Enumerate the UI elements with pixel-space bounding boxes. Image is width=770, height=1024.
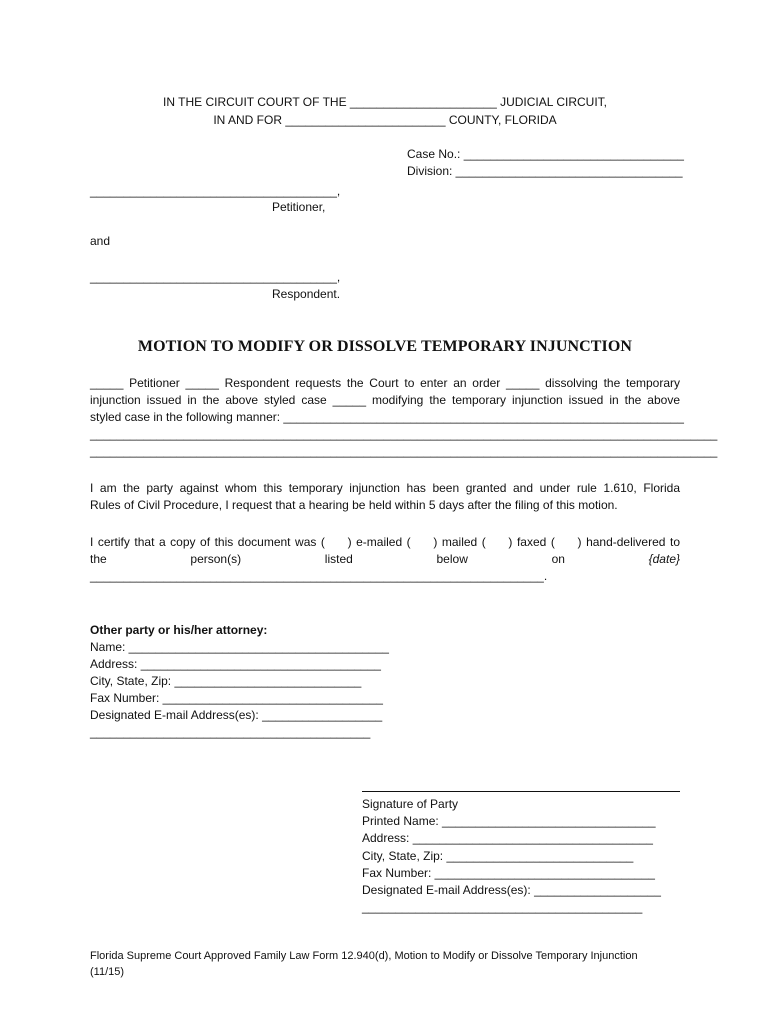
signature-label: Signature of Party	[362, 797, 459, 811]
other-party-fax-field[interactable]: Fax Number: _________________________________	[90, 691, 383, 705]
court-header-line-1: IN THE CIRCUIT COURT OF THE ______________________ JUDICIAL CIRCUIT,	[163, 95, 607, 109]
signer-extra-line[interactable]: __________________________________________	[362, 900, 643, 914]
certify-word-listed: listed	[324, 552, 353, 566]
petitioner-name-field[interactable]: _____________________________________,	[90, 184, 341, 198]
respondent-label: Respondent.	[272, 287, 341, 301]
hearing-paragraph	[90, 480, 680, 514]
court-header-line-2: IN AND FOR ________________________ COUNTY, FLORIDA	[213, 113, 557, 127]
other-party-heading: Other party or his/her attorney:	[90, 623, 268, 637]
division-field[interactable]: Division: __________________________________	[407, 164, 683, 178]
hearing-line-1: I am the party against whom this temporary injunction has been granted and under rule 1.610, Florida	[90, 481, 680, 495]
certify-word-below: below	[436, 552, 468, 566]
and-label: and	[90, 234, 111, 248]
request-line-3[interactable]: styled case in the following manner: ____________________________________________________________	[90, 410, 684, 424]
signer-address-field[interactable]: Address: ____________________________________	[362, 831, 653, 845]
form-footer-line-1: Florida Supreme Court Approved Family Law Form 12.940(d), Motion to Modify or Dissolve Temporary Injunction	[90, 950, 638, 962]
printed-name-field[interactable]: Printed Name: ________________________________	[362, 814, 656, 828]
petitioner-label: Petitioner,	[272, 200, 326, 214]
certify-line-2	[90, 551, 680, 568]
case-number-field[interactable]: Case No.: _________________________________	[407, 147, 684, 161]
signer-city-field[interactable]: City, State, Zip: ____________________________	[362, 849, 634, 863]
other-party-extra-line[interactable]: __________________________________________	[90, 725, 371, 739]
date-placeholder[interactable]: {date}	[648, 552, 680, 566]
respondent-name-field[interactable]: _____________________________________,	[90, 270, 341, 284]
certify-word-persons: person(s)	[190, 552, 242, 566]
certify-line-1[interactable]: I certify that a copy of this document was ( ) e-mailed ( ) mailed ( ) faxed ( ) hand-delivered to	[90, 535, 680, 549]
certificate-of-service	[90, 534, 680, 585]
certify-date-blank[interactable]: ____________________________________________________________________.	[90, 569, 548, 583]
document-title: MOTION TO MODIFY OR DISSOLVE TEMPORARY INJUNCTION	[137, 338, 633, 355]
other-party-address-field[interactable]: Address: ____________________________________	[90, 657, 381, 671]
request-blank-line-1[interactable]: ______________________________________________________________________________________________	[90, 427, 718, 441]
other-party-city-field[interactable]: City, State, Zip: ____________________________	[90, 674, 362, 688]
certify-word-the: the	[90, 552, 107, 566]
request-line-2[interactable]: injunction issued in the above styled case _____ modifying the temporary injunction issued in the above	[90, 393, 680, 407]
signer-email-field[interactable]: Designated E-mail Address(es): ___________________	[362, 883, 661, 897]
other-party-email-field[interactable]: Designated E-mail Address(es): __________________	[90, 708, 383, 722]
hearing-line-2: Rules of Civil Procedure, I request that a hearing be held within 5 days after the filing of this motion.	[90, 498, 618, 512]
request-paragraph	[90, 375, 718, 460]
request-line-1[interactable]: _____ Petitioner _____ Respondent requests the Court to enter an order _____ dissolving the temporary	[90, 376, 680, 390]
form-footer-line-2: (11/15)	[90, 966, 125, 978]
other-party-name-field[interactable]: Name: _______________________________________	[90, 640, 389, 654]
signature-line[interactable]	[362, 791, 680, 792]
request-blank-line-2[interactable]: ______________________________________________________________________________________________	[90, 444, 718, 458]
certify-word-on: on	[551, 552, 565, 566]
signer-fax-field[interactable]: Fax Number: _________________________________	[362, 866, 655, 880]
